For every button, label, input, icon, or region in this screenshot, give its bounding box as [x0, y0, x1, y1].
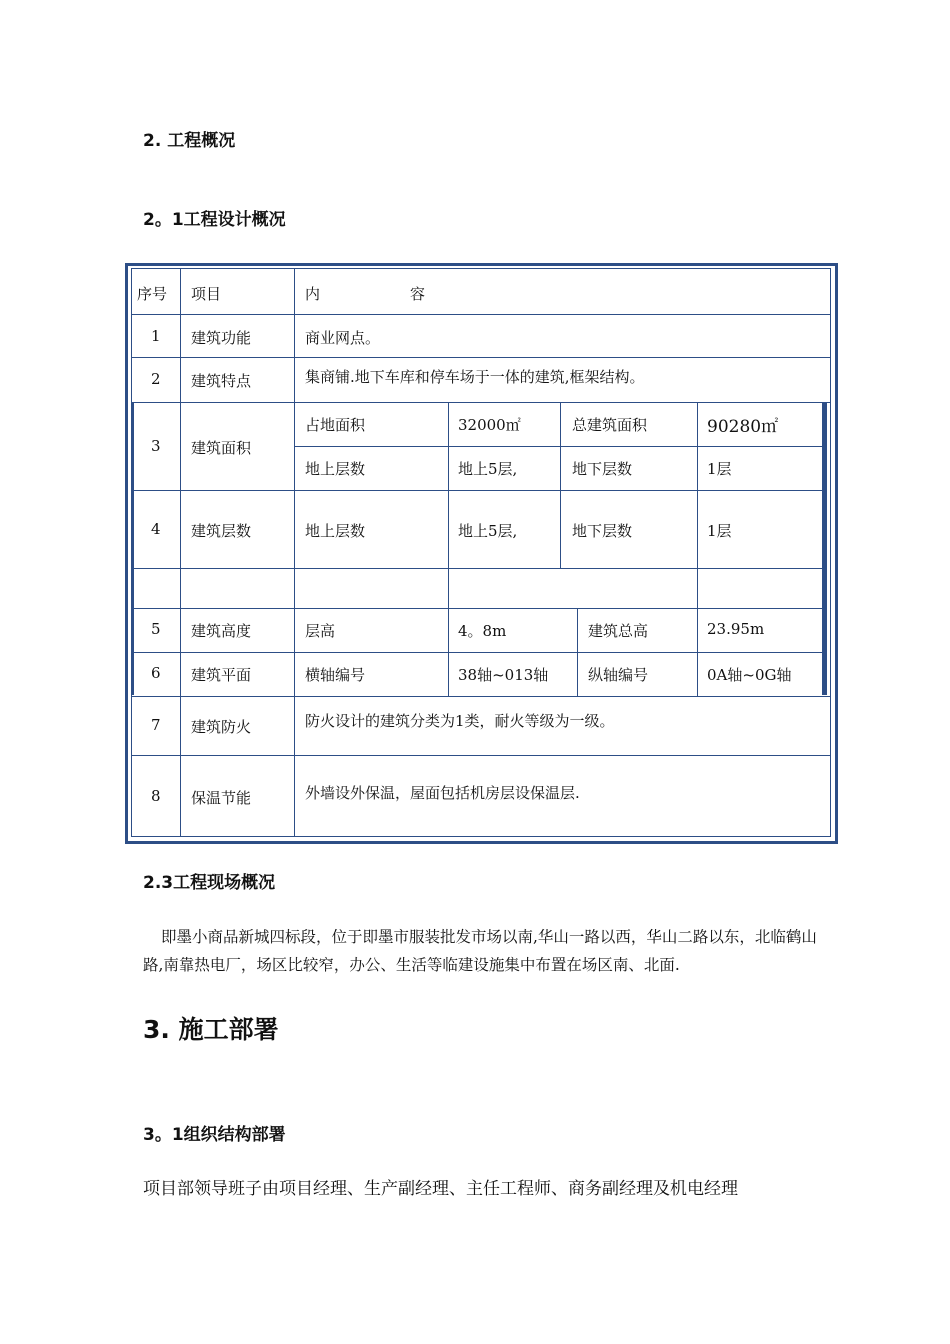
row-5-no: 5	[151, 620, 161, 638]
site-overview-paragraph: 即墨小商品新城四标段，位于即墨市服装批发市场以南,华山一路以西，华山二路以东，北临鹤山路,南靠热电厂，场区比较窄，办公、生活等临建设施集中布置在场区南、北面.	[143, 928, 817, 974]
row-6-item: 建筑平面	[191, 666, 252, 684]
table-inner-border	[131, 268, 831, 837]
header-item: 项目	[191, 285, 222, 303]
row-3-item: 建筑面积	[191, 439, 252, 457]
row-5-a1: 层高	[305, 622, 336, 640]
row-1-no: 1	[151, 327, 161, 345]
row-3-b2: 地上5层,	[458, 460, 518, 478]
header-content: 内 容	[305, 285, 426, 303]
row-8-content: 外墙设外保温，屋面包括机房层设保温层.	[305, 784, 580, 802]
row-4-a2: 地上5层,	[458, 522, 518, 540]
row-3-a1: 占地面积	[305, 416, 366, 434]
section-heading-3-1: 3。1组织结构部署	[143, 1125, 286, 1145]
row-8-item: 保温节能	[191, 789, 252, 807]
row-4-item: 建筑层数	[191, 522, 252, 540]
row-7-no: 7	[151, 716, 161, 734]
row-4-a4: 1层	[707, 522, 732, 540]
row-7-item: 建筑防火	[191, 718, 252, 736]
section-heading-2-1: 2。1工程设计概况	[143, 210, 286, 230]
row-3-a4: 90280㎡	[707, 417, 779, 437]
section-heading-2-3: 2.3工程现场概况	[143, 873, 276, 893]
section-heading-2: 2. 工程概况	[143, 131, 236, 151]
row-8-no: 8	[151, 787, 161, 805]
row-1-content: 商业网点。	[305, 329, 381, 347]
row-6-a2: 38轴~013轴	[458, 666, 549, 684]
row-6-no: 6	[151, 664, 161, 682]
row-5-item: 建筑高度	[191, 622, 252, 640]
org-structure-paragraph: 项目部领导班子由项目经理、生产副经理、主任工程师、商务副经理及机电经理	[143, 1179, 738, 1199]
row-1-item: 建筑功能	[191, 329, 252, 347]
row-3-b4: 1层	[707, 460, 732, 478]
row-5-a2: 4。8m	[458, 622, 507, 640]
row-7-content: 防火设计的建筑分类为1类，耐火等级为一级。	[305, 712, 615, 730]
header-no: 序号	[137, 285, 168, 303]
row-2-item: 建筑特点	[191, 372, 252, 390]
row-6-a3: 纵轴编号	[588, 666, 649, 684]
row-3-a3: 总建筑面积	[572, 416, 648, 434]
row-4-no: 4	[151, 520, 161, 538]
row-2-content: 集商铺.地下车库和停车场于一体的建筑,框架结构。	[305, 368, 645, 386]
row-6-a4: 0A轴~0G轴	[707, 666, 792, 684]
row-5-a3: 建筑总高	[588, 622, 649, 640]
row-3-no: 3	[151, 437, 161, 455]
row-3-a2: 32000㎡	[458, 416, 521, 434]
row-5-a4: 23.95m	[707, 620, 765, 638]
row-3-b1: 地上层数	[305, 460, 366, 478]
section-heading-3: 3. 施工部署	[143, 1015, 279, 1044]
row-4-a3: 地下层数	[572, 522, 633, 540]
row-4-a1: 地上层数	[305, 522, 366, 540]
row-6-a1: 横轴编号	[305, 666, 366, 684]
row-2-no: 2	[151, 370, 161, 388]
row-3-b3: 地下层数	[572, 460, 633, 478]
